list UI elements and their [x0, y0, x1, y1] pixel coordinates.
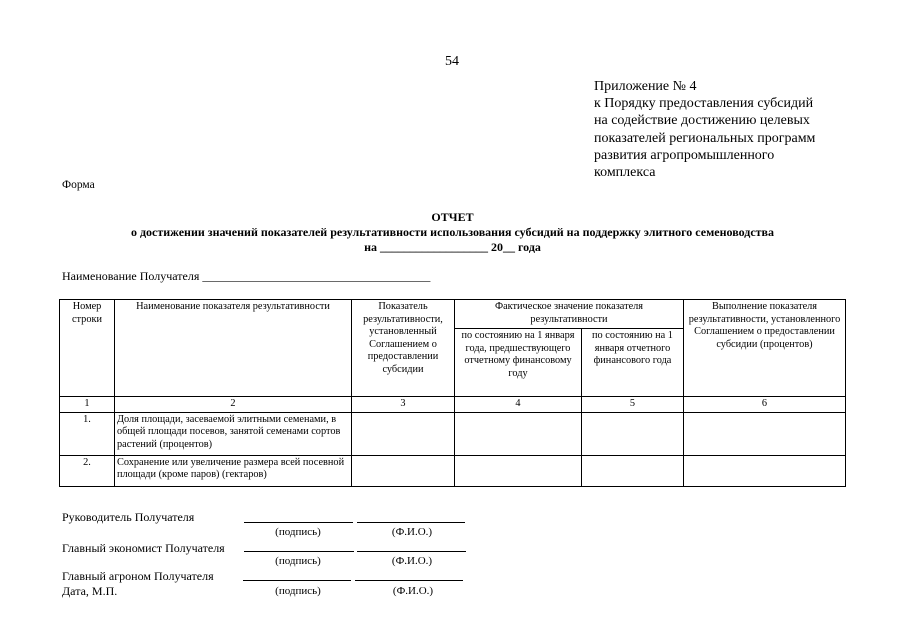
appendix-line: на содействие достижению целевых — [594, 113, 810, 129]
column-number: 2 — [115, 397, 352, 413]
row-cell-fulfillment[interactable] — [684, 412, 846, 455]
signature-caption: (подпись) — [275, 555, 321, 567]
form-label: Форма — [62, 179, 95, 191]
header-actual-value: Фактическое значение показателя результативности — [455, 300, 684, 329]
table-header-row — [60, 300, 846, 329]
column-number: 6 — [684, 397, 846, 413]
table-row — [60, 412, 846, 455]
row-number: 1. — [60, 412, 115, 455]
row-cell-prev-year[interactable] — [455, 455, 582, 486]
appendix-line: показателей региональных программ — [594, 130, 816, 146]
appendix-line: Приложение № 4 — [594, 79, 697, 94]
row-cell-fulfillment[interactable] — [684, 455, 846, 486]
signature-caption: (подпись) — [275, 526, 321, 538]
appendix-line: комплекса — [594, 165, 656, 181]
title-line-2: о достижении значений показателей результативности использования субсидий на поддержку элитного семеноводства — [130, 225, 775, 239]
report-table — [59, 299, 846, 487]
table-row — [60, 455, 846, 486]
name-line[interactable] — [357, 551, 466, 552]
row-cell-indicator-set[interactable] — [352, 455, 455, 486]
name-line[interactable] — [355, 580, 463, 581]
signature-line[interactable] — [244, 551, 354, 552]
row-number: 2. — [60, 455, 115, 486]
signature-label-agronomist: Главный агроном Получателя — [62, 569, 214, 583]
name-caption: (Ф.И.О.) — [391, 555, 433, 567]
header-row-number: Номер строки — [60, 300, 115, 397]
column-number-row — [60, 397, 846, 413]
signature-line[interactable] — [243, 580, 351, 581]
column-number: 4 — [455, 397, 582, 413]
header-fulfillment: Выполнение показателя результативности, установленного Соглашением о предоставлении субсидии (процентов) — [684, 300, 846, 397]
name-caption: (Ф.И.О.) — [392, 585, 434, 597]
header-indicator-set: Показатель результативности, установленный Соглашением о предоставлении субсидии — [352, 300, 455, 397]
signature-label-economist: Главный экономист Получателя — [62, 541, 225, 555]
row-indicator-name: Доля площади, засеваемой элитными семенами, в общей площади посевов, занятой семенами сортов растений (процентов) — [115, 412, 352, 455]
row-cell-prev-year[interactable] — [455, 412, 582, 455]
row-cell-report-year[interactable] — [582, 455, 684, 486]
signature-line[interactable] — [244, 522, 353, 523]
appendix-line: развития агропромышленного — [594, 147, 775, 163]
column-number: 1 — [60, 397, 115, 413]
title-line-3: на __________________ 20__ года — [364, 240, 541, 254]
name-line[interactable] — [357, 522, 465, 523]
column-number: 5 — [582, 397, 684, 413]
appendix-line: к Порядку предоставления субсидий — [594, 96, 814, 112]
recipient-name-line: Наименование Получателя ______________________________________ — [62, 269, 431, 283]
row-indicator-name: Сохранение или увеличение размера всей посевной площади (кроме паров) (гектаров) — [115, 455, 352, 486]
name-caption: (Ф.И.О.) — [391, 526, 433, 538]
column-number: 3 — [352, 397, 455, 413]
date-label: Дата, М.П. — [62, 584, 118, 598]
signature-caption: (подпись) — [275, 585, 321, 597]
header-as-of-report-year: по состоянию на 1 января отчетного финансового года — [582, 329, 684, 397]
page-number: 54 — [445, 54, 459, 69]
header-indicator-name: Наименование показателя результативности — [115, 300, 352, 397]
signature-label-head: Руководитель Получателя — [62, 510, 195, 524]
header-as-of-prev-year: по состоянию на 1 января года, предшествующего отчетному финансовому году — [455, 329, 582, 397]
appendix-reference — [594, 78, 815, 181]
row-cell-report-year[interactable] — [582, 412, 684, 455]
report-title — [0, 210, 905, 255]
title-line-1: ОТЧЕТ — [431, 210, 474, 224]
row-cell-indicator-set[interactable] — [352, 412, 455, 455]
